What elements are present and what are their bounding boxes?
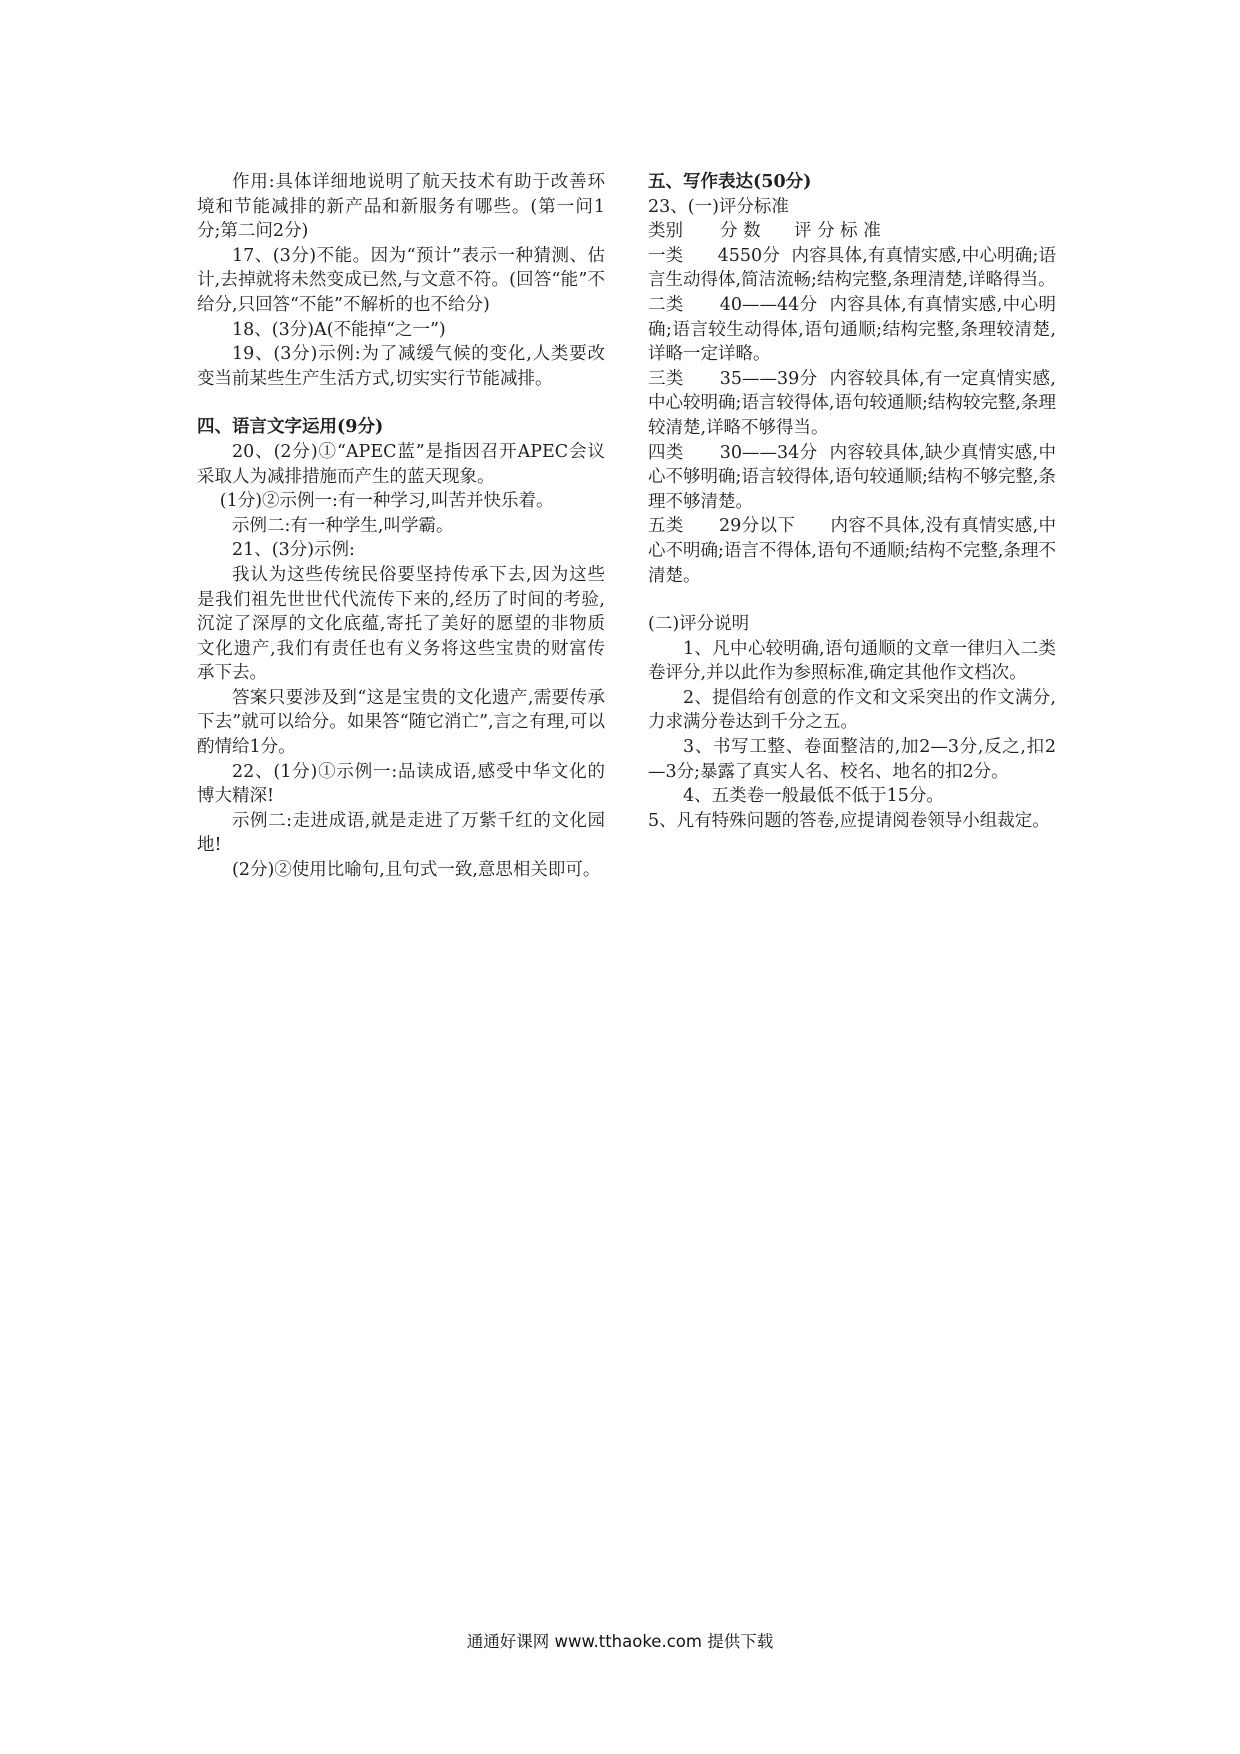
header-category: 类别 (648, 221, 683, 242)
grade-text: 内容较具体,有一定真情实感,中心较明确;语言较得体,语句较通顺;结构较完整,条理较清楚,详略不够得当。 (648, 368, 1056, 438)
grade-row (648, 244, 1056, 293)
answer-22-1: 22、(1分)①示例一:品读成语,感受中华文化的博大精深! (197, 761, 605, 807)
answer-21-note: 答案只要涉及到“这是宝贵的文化遗产,需要传承下去”就可以给分。如果答“随它消亡”,言之有理,可以酌情给1分。 (197, 687, 605, 758)
question-23-heading: 23、(一)评分标准 (648, 196, 789, 217)
grade-category: 一类 (648, 245, 684, 266)
scoring-note: 4、五类卷一般最低不低于15分。 (683, 786, 944, 807)
scoring-note: 1、凡中心较明确,语句通顺的文章一律归入二类卷评分,并以此作为参照标准,确定其他作文档次。 (648, 638, 1056, 684)
header-score: 分 数 (720, 221, 761, 242)
grade-row (648, 514, 1056, 588)
grade-text: 内容不具体,没有真情实感,中心不明确;语言不得体,语句不通顺;结构不完整,条理不清楚。 (648, 516, 1056, 586)
section-4-title: 四、语言文字运用(9分) (197, 417, 384, 438)
answer-19: 19、(3分)示例:为了减缓气候的变化,人类要改变当前某些生产生活方式,切实实行节能减排。 (197, 344, 605, 389)
answer-20-example-2: 示例二:有一种学生,叫学霸。 (232, 515, 454, 536)
grade-score: 4550分 (717, 245, 781, 266)
section-5-title: 五、写作表达(50分) (648, 172, 812, 192)
answer-21-example: 我认为这些传统民俗要坚持传承下去,因为这些是我们祖先世世代代流传下来的,经历了时间的考验,沉淀了深厚的文化底蕴,寄托了美好的愿望的非物质文化遗产,我们有责任也有义务将这些宝贵的财富传承下去。 (197, 564, 605, 684)
scoring-notes-title: (二)评分说明 (648, 614, 750, 635)
left-column (197, 170, 605, 883)
answer-16-effect: 作用:具体详细地说明了航天技术有助于改善环境和节能减排的新产品和新服务有哪些。(第一问1分;第二问2分) (197, 172, 605, 242)
answer-21: 21、(3分)示例: (232, 540, 355, 561)
answer-20-1: 20、(2分)①“APEC蓝”是指因召开APEC会议采取人为减排措施而产生的蓝天现象。 (197, 441, 605, 487)
answer-22-2: (2分)②使用比喻句,且句式一致,意思相关即可。 (232, 860, 601, 881)
scoring-note: 2、提倡给有创意的作文和文采突出的作文满分,力求满分卷达到千分之五。 (648, 687, 1056, 733)
grade-score: 35——39分 (719, 368, 818, 389)
grade-score: 40——44分 (719, 294, 818, 315)
scoring-note: 5、凡有特殊问题的答卷,应提请阅卷领导小组裁定。 (648, 810, 1050, 831)
grade-row (648, 367, 1056, 441)
right-column (648, 170, 1056, 833)
grade-text: 内容较具体,缺少真情实感,中心不够明确;语言较得体,语句较通顺;结构不够完整,条理不够清楚。 (648, 442, 1056, 512)
grade-text: 内容具体,有真情实感,中心明确;语言较生动得体,语句通顺;结构完整,条理较清楚,详略一定详略。 (648, 294, 1056, 365)
grade-score: 30——34分 (719, 442, 818, 463)
grade-category: 四类 (648, 442, 684, 463)
grade-row (648, 293, 1056, 367)
answer-18: 18、(3分)A(不能掉“之一”) (232, 319, 446, 340)
footer-watermark: 通通好课网 www.tthaoke.com 提供下载 (466, 1632, 774, 1651)
answer-17: 17、(3分)不能。因为“预计”表示一种猜测、估计,去掉就将未然变成已然,与文意不符。(回答“能”不给分,只回答“不能”不解析的也不给分) (197, 245, 605, 315)
answer-22-example-2: 示例二:走进成语,就是走进了万紫千红的文化园地! (197, 810, 605, 856)
answer-20-2: (1分)②示例一:有一种学习,叫苦并快乐着。 (219, 491, 554, 512)
grading-table-header (648, 219, 1056, 244)
grade-text: 内容具体,有真情实感,中心明确;语言生动得体,简洁流畅;结构完整,条理清楚,详略得当。 (648, 245, 1056, 291)
grade-category: 二类 (648, 294, 684, 315)
grade-score: 29分以下 (719, 516, 796, 537)
grade-category: 三类 (648, 368, 684, 389)
grade-row (648, 441, 1056, 515)
header-standard: 评 分 标 准 (794, 221, 881, 242)
scoring-note: 3、书写工整、卷面整洁的,加2—3分,反之,扣2—3分;暴露了真实人名、校名、地名的扣2分。 (648, 737, 1056, 782)
grade-category: 五类 (648, 516, 684, 537)
